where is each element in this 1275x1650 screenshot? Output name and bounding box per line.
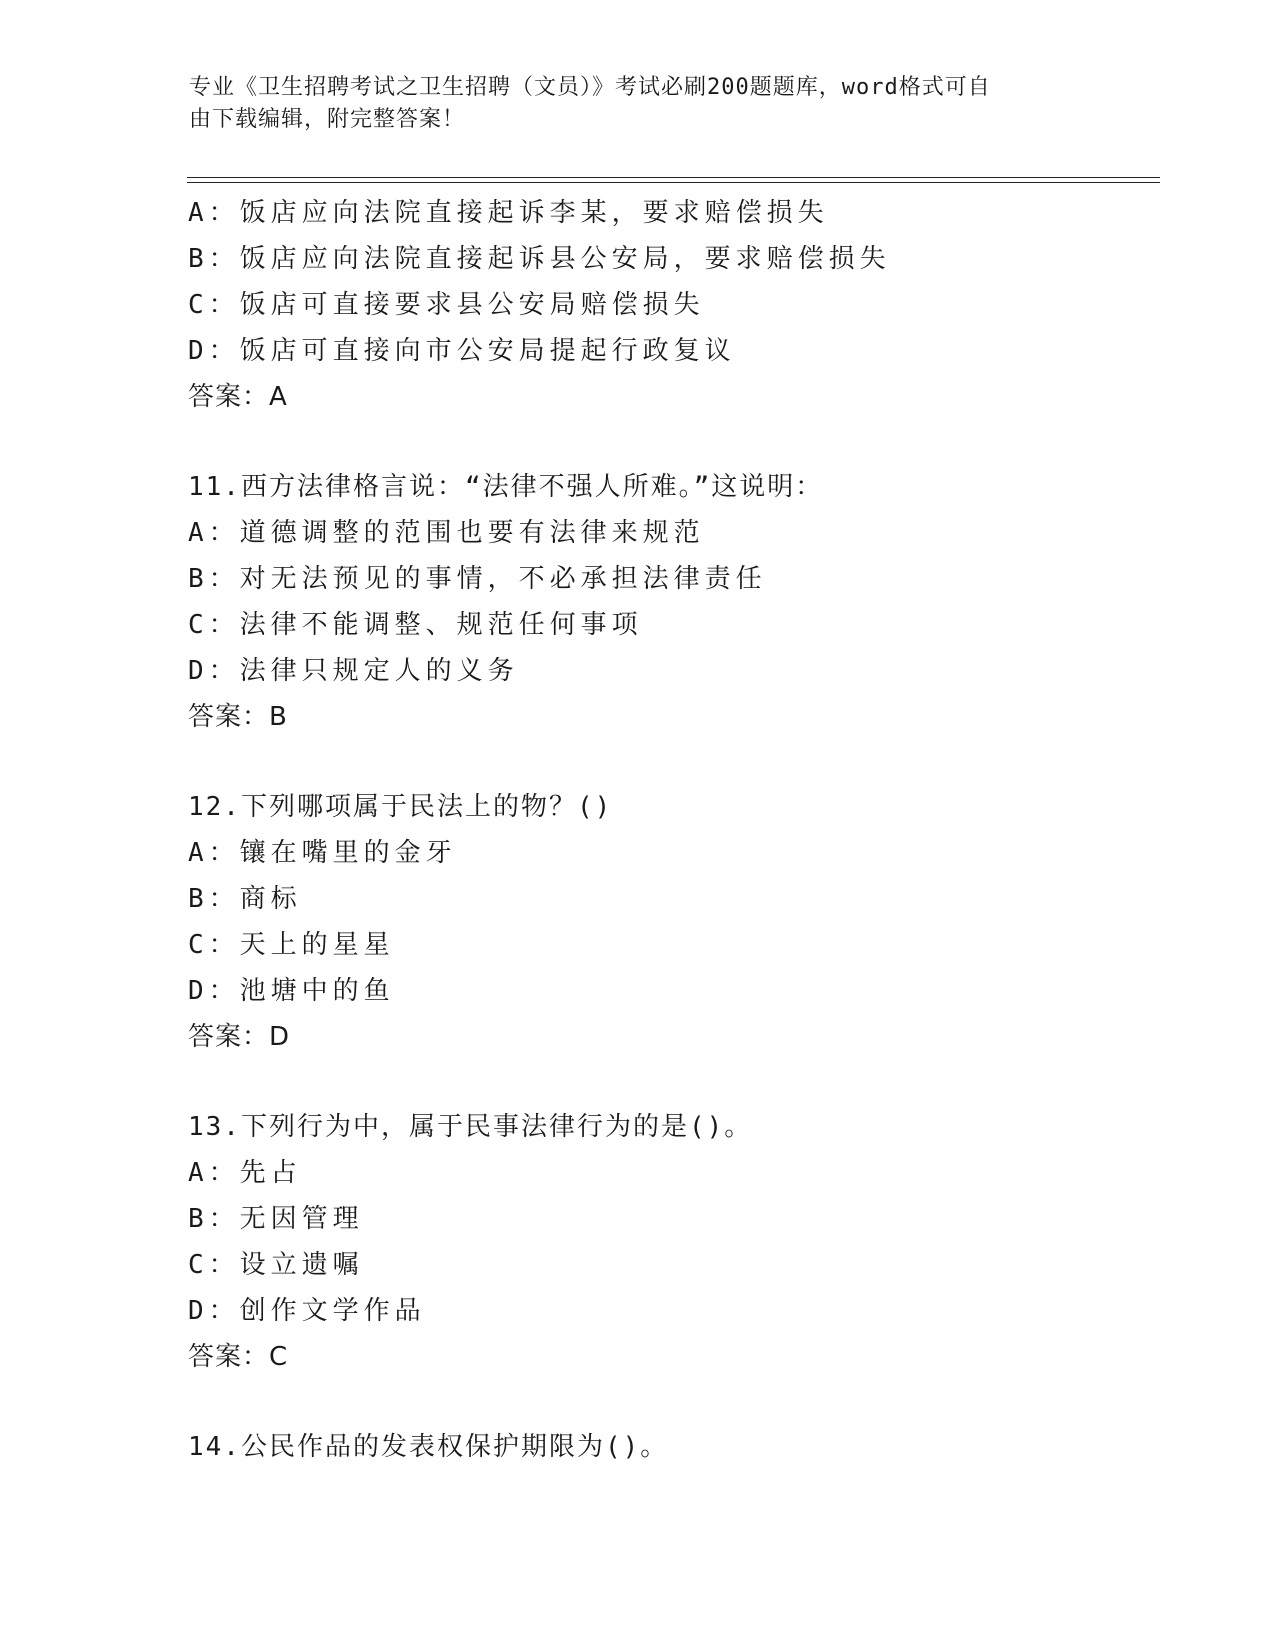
- option-c: C：法律不能调整、规范任何事项: [188, 610, 643, 640]
- option-b: B：无因管理: [188, 1204, 364, 1234]
- spacer: [188, 1060, 1148, 1104]
- option-b: B：对无法预见的事情，不必承担法律责任: [188, 564, 767, 594]
- answer-line: 答案：A: [188, 382, 288, 412]
- spacer: [188, 420, 1148, 464]
- question-text: 13.下列行为中，属于民事法律行为的是()。: [188, 1112, 753, 1142]
- option-b: B：饭店应向法院直接起诉县公安局，要求赔偿损失: [188, 244, 891, 274]
- header-rule-top: [187, 177, 1160, 178]
- option-a: A：饭店应向法院直接起诉李某，要求赔偿损失: [188, 198, 829, 228]
- question-text: 12.下列哪项属于民法上的物？(): [188, 792, 613, 822]
- option-d: D：池塘中的鱼: [188, 976, 395, 1006]
- option-d: D：创作文学作品: [188, 1296, 426, 1326]
- option-a: A：先占: [188, 1158, 302, 1188]
- question-block-10: [188, 190, 1148, 420]
- question-text: 14.公民作品的发表权保护期限为()。: [188, 1432, 669, 1462]
- option-b: B：商标: [188, 884, 302, 914]
- option-c: C：设立遗嘱: [188, 1250, 364, 1280]
- spacer: [188, 740, 1148, 784]
- answer-line: 答案：C: [188, 1342, 289, 1372]
- header-rule-bottom: [187, 182, 1160, 183]
- question-block-12: [188, 784, 1148, 1060]
- question-text: 11.西方法律格言说：“法律不强人所难。”这说明：: [188, 472, 824, 502]
- question-list: [188, 190, 1148, 1470]
- spacer: [188, 1380, 1148, 1424]
- header-line-2: 由下载编辑，附完整答案！: [189, 107, 466, 132]
- option-d: D：法律只规定人的义务: [188, 656, 519, 686]
- option-a: A：道德调整的范围也要有法律来规范: [188, 518, 705, 548]
- option-c: C：饭店可直接要求县公安局赔偿损失: [188, 290, 705, 320]
- option-d: D：饭店可直接向市公安局提起行政复议: [188, 336, 736, 366]
- question-block-14: [188, 1424, 1148, 1470]
- document-header: [189, 72, 1089, 136]
- header-line-1: 专业《卫生招聘考试之卫生招聘（文员）》考试必刷200题题库，word格式可自: [189, 75, 991, 100]
- option-a: A：镶在嘴里的金牙: [188, 838, 457, 868]
- answer-line: 答案：D: [188, 1022, 291, 1052]
- answer-line: 答案：B: [188, 702, 288, 732]
- question-block-13: [188, 1104, 1148, 1380]
- question-block-11: [188, 464, 1148, 740]
- option-c: C：天上的星星: [188, 930, 395, 960]
